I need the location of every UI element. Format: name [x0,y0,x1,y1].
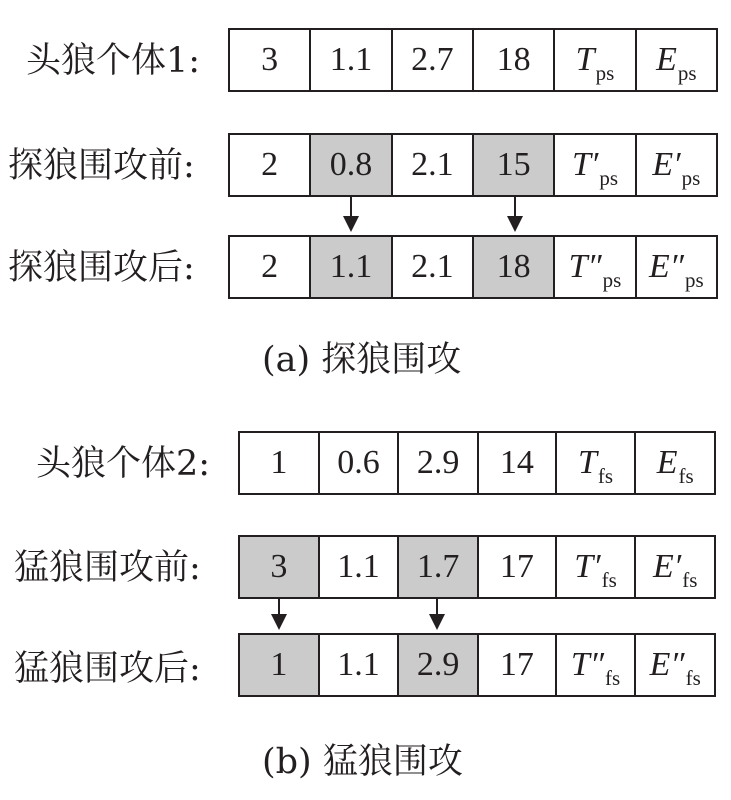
row-label: 猛狼围攻后: [14,649,201,689]
table-cell: 2.7 [393,30,474,90]
symbol-cell [557,537,637,597]
table-cell: 2 [230,237,311,297]
row-label: 探狼围攻后: [8,248,195,288]
table-cell: 2.1 [393,135,474,195]
row-label: 头狼个体2: [36,444,211,484]
table-cell-highlighted: 15 [474,135,555,195]
table-row [228,28,718,92]
table-cell-highlighted: 1.7 [399,537,479,597]
symbol-cell [637,135,716,195]
table-cell: 3 [230,30,311,90]
table-row [238,633,716,697]
symbol: $T_{ps}$ [575,41,615,85]
symbol-cell [637,237,716,297]
symbol-cell [636,635,714,695]
symbol-cell [555,30,636,90]
table-cell: 2 [230,135,311,195]
symbol: $E'_{fs}$ [653,548,698,592]
symbol: $E'_{ps}$ [652,146,701,190]
symbol-cell [557,635,637,695]
table-row [228,133,718,197]
table-cell: 1 [240,433,320,493]
table-cell: 1.1 [311,30,392,90]
symbol: $E_{ps}$ [656,41,697,85]
table-cell: 0.6 [320,433,400,493]
table-cell-highlighted: 1.1 [311,237,392,297]
symbol: $T_{fs}$ [577,444,614,488]
table-cell-highlighted: 18 [474,237,555,297]
table-cell: 18 [474,30,555,90]
arrow-down-icon [343,197,359,232]
symbol-cell [555,237,636,297]
arrow-down-icon [271,599,287,630]
table-cell: 2.9 [399,433,479,493]
symbol-cell [636,537,714,597]
symbol-cell [637,30,716,90]
symbol-cell [636,433,714,493]
table-cell: 17 [479,537,557,597]
symbol: $E_{fs}$ [656,444,694,488]
row-label: 猛狼围攻前: [14,548,201,588]
table-cell-highlighted: 0.8 [311,135,392,195]
table-row [228,235,718,299]
row-label: 头狼个体1: [26,41,201,81]
symbol: $T''_{fs}$ [570,646,621,690]
caption-a: (a) 探狼围攻 [262,340,462,380]
symbol: $E''_{ps}$ [648,248,704,292]
symbol: $E''_{fs}$ [649,646,701,690]
symbol: $T'_{ps}$ [571,146,618,190]
table-cell-highlighted: 2.9 [399,635,479,695]
symbol-cell [555,135,636,195]
table-cell: 2.1 [393,237,474,297]
table-row [238,535,716,599]
table-cell: 1.1 [320,537,400,597]
table-cell: 17 [479,635,557,695]
arrow-down-icon [429,599,445,630]
table-row [238,431,716,495]
table-cell: 14 [479,433,557,493]
arrow-down-icon [507,197,523,232]
symbol-cell [557,433,637,493]
table-cell-highlighted: 1 [240,635,320,695]
table-cell: 1.1 [320,635,400,695]
row-label: 探狼围攻前: [8,146,195,186]
table-cell-highlighted: 3 [240,537,320,597]
symbol: $T'_{fs}$ [574,548,617,592]
caption-b: (b) 猛狼围攻 [262,742,463,782]
symbol: $T''_{ps}$ [568,248,622,292]
